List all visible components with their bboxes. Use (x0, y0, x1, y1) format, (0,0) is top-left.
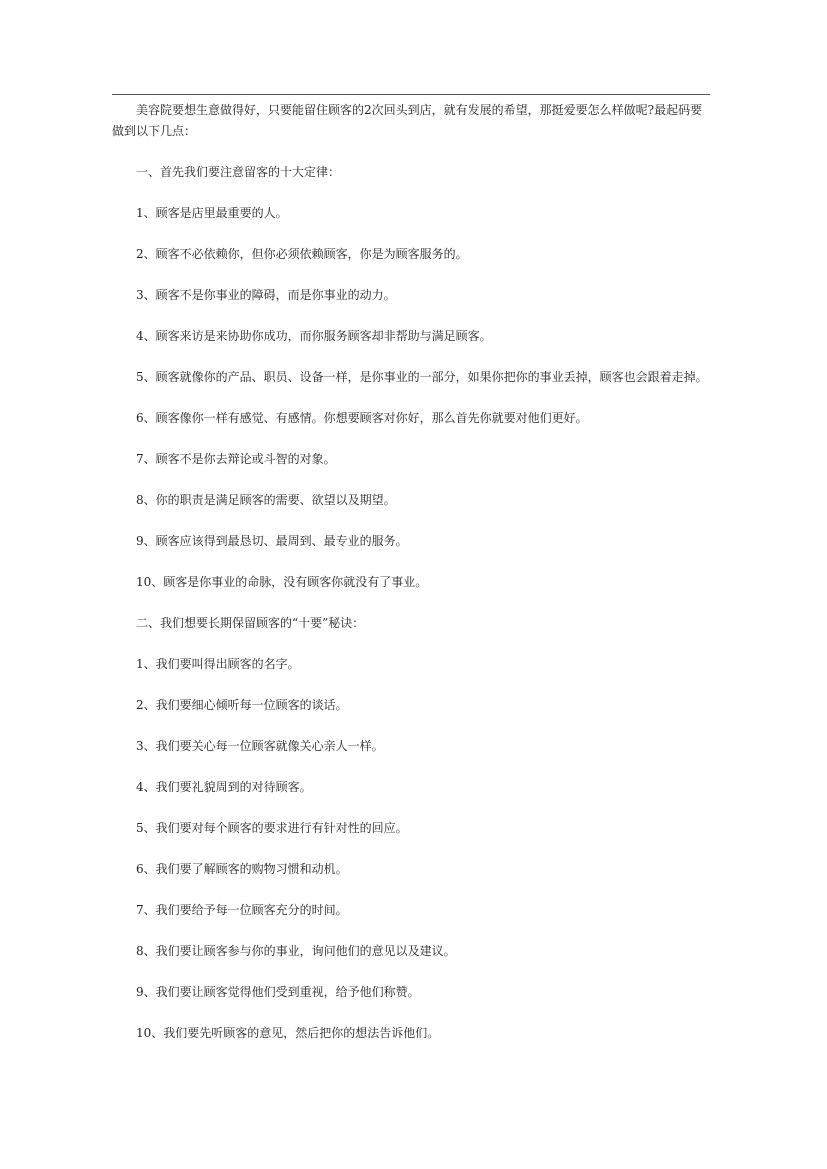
section2-item: 8、我们要让顾客参与你的事业，询问他们的意见以及建议。 (136, 944, 456, 958)
section1-item: 7、顾客不是你去辩论或斗智的对象。 (136, 452, 336, 466)
section1-item: 3、顾客不是你事业的障碍，而是你事业的动力。 (136, 288, 396, 302)
section1-item: 8、你的职责是满足顾客的需要、欲望以及期望。 (136, 493, 396, 507)
section1-heading: 一、首先我们要注意留客的十大定律： (136, 165, 341, 179)
header-rule (112, 94, 710, 95)
section2-item: 9、我们要让顾客觉得他们受到重视，给予他们称赞。 (136, 985, 420, 999)
section2-heading: 二、我们想要长期保留顾客的“十要”秘诀： (136, 616, 365, 630)
section2-item: 2、我们要细心倾听每一位顾客的谈话。 (136, 698, 348, 712)
section2-item: 4、我们要礼貌周到的对待顾客。 (136, 780, 312, 794)
section1-item: 9、顾客应该得到最恳切、最周到、最专业的服务。 (136, 534, 408, 548)
section2-item: 1、我们要叫得出顾客的名字。 (136, 657, 300, 671)
section1-item: 2、顾客不必依赖你，但你必须依赖顾客，你是为顾客服务的。 (136, 247, 468, 261)
section1-item: 10、顾客是你事业的命脉，没有顾客你就没有了事业。 (136, 575, 428, 589)
document-body (112, 100, 712, 1044)
section2-item: 7、我们要给予每一位顾客充分的时间。 (136, 903, 348, 917)
section2-item: 3、我们要关心每一位顾客就像关心亲人一样。 (136, 739, 384, 753)
intro-paragraph: 美容院要想生意做得好，只要能留住顾客的2次回头到店，就有发展的希望，那挺爱要怎么样做呢?最起码要做到以下几点： (112, 103, 703, 138)
section2-item: 5、我们要对每个顾客的要求进行有针对性的回应。 (136, 821, 408, 835)
section1-item: 6、顾客像你一样有感觉、有感情。你想要顾客对你好，那么首先你就要对他们更好。 (136, 411, 588, 425)
section1-item: 4、顾客来访是来协助你成功，而你服务顾客却非帮助与满足顾客。 (136, 329, 492, 343)
section1-item: 1、顾客是店里最重要的人。 (136, 206, 288, 220)
section2-item: 6、我们要了解顾客的购物习惯和动机。 (136, 862, 348, 876)
section2-item: 10、我们要先听顾客的意见，然后把你的想法告诉他们。 (136, 1026, 440, 1040)
section1-item: 5、顾客就像你的产品、职员、设备一样，是你事业的一部分，如果你把你的事业丢掉，顾客也会跟着走掉。 (136, 370, 708, 384)
